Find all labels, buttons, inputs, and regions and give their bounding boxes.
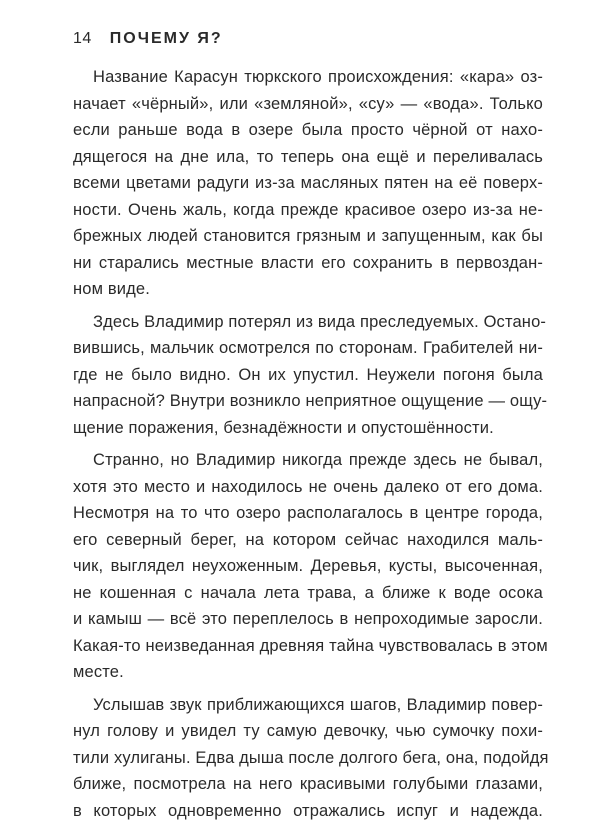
text-line: Какая-то неизведанная древняя тайна чувствовалась в этом <box>73 636 548 655</box>
paragraph-2 <box>73 309 548 442</box>
text-line: и камыш — всё это переплелось в непроходимые заросли. <box>73 610 543 628</box>
text-line: вившись, мальчик осмотрелся по сторонам. Грабителей ни- <box>73 339 543 357</box>
text-line: Странно, но Владимир никогда прежде здесь не бывал, <box>93 451 543 469</box>
text-line: Услышав звук приближающихся шагов, Владимир повер- <box>93 695 543 714</box>
text-line: Название Карасун тюркского происхождения: «кара» оз- <box>93 68 543 86</box>
text-line: в которых одновременно отражались испуг и надежда. <box>73 801 543 820</box>
text-line: чик, выглядел неухоженным. Деревья, кусты, высоченная, <box>73 557 543 575</box>
text-line: ближе, посмотрела на него красивыми голубыми глазами, <box>73 775 543 793</box>
text-line: нул голову и увидел ту самую девочку, чью сумочку похи- <box>73 722 543 740</box>
text-line: дящегося на дне ила, то теперь она ещё и переливалась <box>73 147 543 166</box>
text-line: Здесь Владимир потерял из вида преследуемых. Остано- <box>93 312 547 331</box>
text-line: брежных людей становится грязным и запущенным, как бы <box>73 227 543 245</box>
text-line: ном виде. <box>73 280 150 298</box>
page-number: 14 <box>73 30 92 47</box>
text-line: ности. Очень жаль, когда прежде красивое озеро из-за не- <box>73 200 543 219</box>
text-line: тили хулиганы. Едва дыша после долгого бега, она, подойдя <box>73 748 549 767</box>
book-title: ПОЧЕМУ Я? <box>109 30 223 47</box>
text-line: не кошенная с начала лета трава, а ближе к воде осока <box>73 583 543 602</box>
text-line: щение поражения, безнадёжности и опустошённости. <box>73 418 494 437</box>
text-line: если раньше вода в озере была просто чёрной от нахо- <box>73 121 543 139</box>
paragraph-1 <box>73 64 543 303</box>
text-line: его северный берег, на котором сейчас находился маль- <box>73 530 543 549</box>
text-line: напрасной? Внутри возникло неприятное ощущение — ощу- <box>73 392 548 410</box>
body-text <box>73 64 549 830</box>
text-line: где не было видно. Он их упустил. Неужели погоня была <box>73 365 543 384</box>
text-line: всеми цветами радуги из-за масляных пятен на её поверх- <box>73 174 543 192</box>
text-line: месте. <box>73 663 124 681</box>
running-head <box>73 30 223 48</box>
paragraph-3 <box>73 447 548 686</box>
paragraph-4 <box>73 692 549 825</box>
text-line: хотя это место и находилось не очень далеко от его дома. <box>73 477 543 496</box>
text-line: Несмотря на то что озеро располагалось в центре города, <box>73 504 543 522</box>
text-line: ни старались местные власти его сохранить в первоздан- <box>73 253 543 272</box>
text-line: начает «чёрный», или «земляной», «су» — «вода». Только <box>73 94 543 113</box>
